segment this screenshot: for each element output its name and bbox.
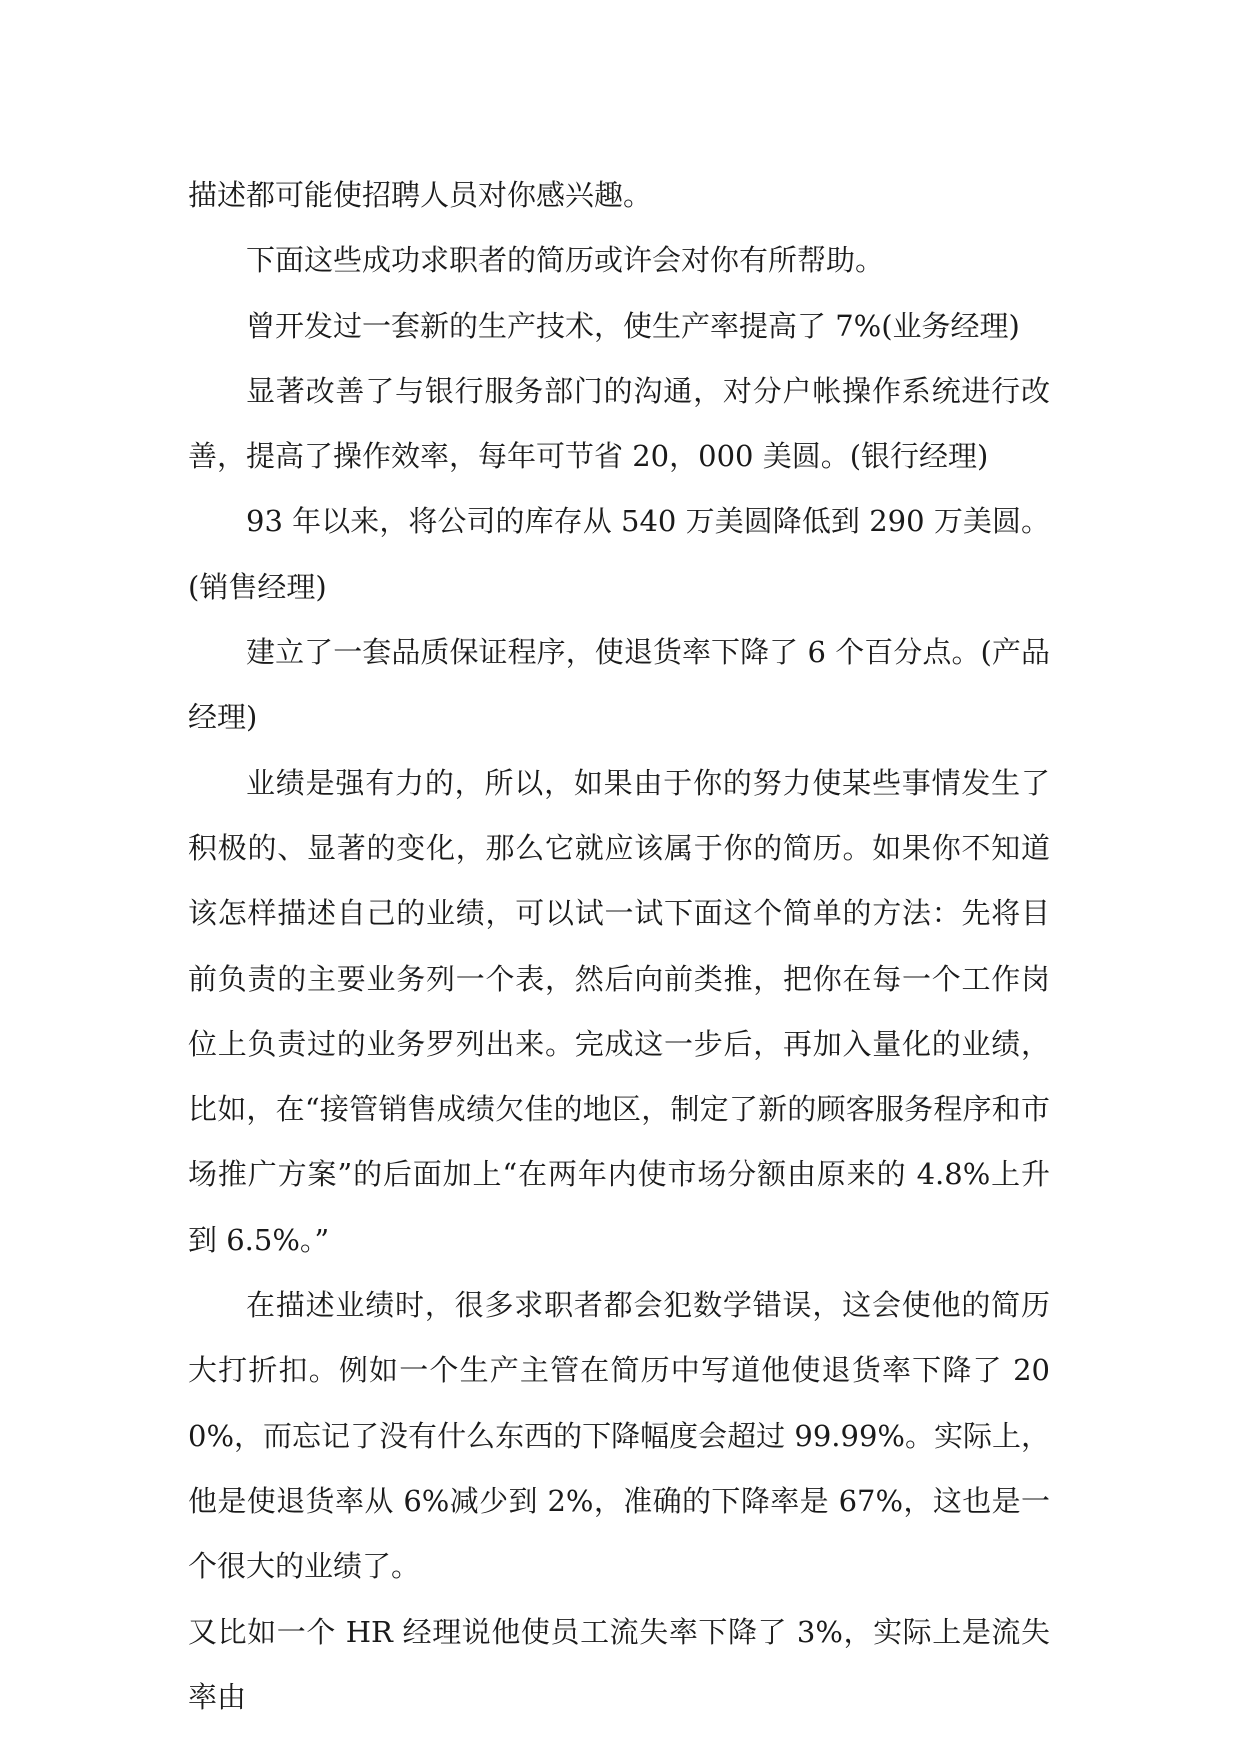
paragraph: 93 年以来，将公司的库存从 540 万美圆降低到 290 万美圆。(销售经理) — [188, 504, 1050, 604]
paragraph: 建立了一套品质保证程序，使退货率下降了 6 个百分点。(产品经理) — [188, 635, 1050, 735]
paragraph: 在描述业绩时，很多求职者都会犯数学错误，这会使他的简历大打折扣。例如一个生产主管在简历中写道他使退货率下降了 200%，而忘记了没有什么东西的下降幅度会超过 99.99%。实际上，他是使退货率从 6%减少到 2%，准确的下降率是 67%，这也是一个很大的业绩了。 — [188, 1288, 1050, 1584]
paragraph: 显著改善了与银行服务部门的沟通，对分户帐操作系统进行改善，提高了操作效率，每年可节省 20，000 美圆。(银行经理) — [188, 373, 1050, 474]
document-body — [188, 163, 1050, 1730]
paragraph: 曾开发过一套新的生产技术，使生产率提高了 7%(业务经理) — [246, 308, 1020, 343]
paragraph: 又比如一个 HR 经理说他使员工流失率下降了 3%，实际上是流失率由 — [188, 1614, 1050, 1714]
paragraph: 业绩是强有力的，所以，如果由于你的努力使某些事情发生了积极的、显著的变化，那么它就应该属于你的简历。如果你不知道该怎样描述自己的业绩，可以试一试下面这个简单的方法：先将目前负责的主要业务列一个表，然后向前类推，把你在每一个工作岗位上负责过的业务罗列出来。完成这一步后，再加入量化的业绩，比如，在“接管销售成绩欠佳的地区，制定了新的顾客服务程序和市场推广方案”的后面加上“在两年内使市场分额由原来的 4.8%上升到 6.5%。” — [188, 765, 1050, 1257]
paragraph: 描述都可能使招聘人员对你感兴趣。 — [188, 178, 653, 212]
paragraph: 下面这些成功求职者的简历或许会对你有所帮助。 — [246, 243, 885, 278]
